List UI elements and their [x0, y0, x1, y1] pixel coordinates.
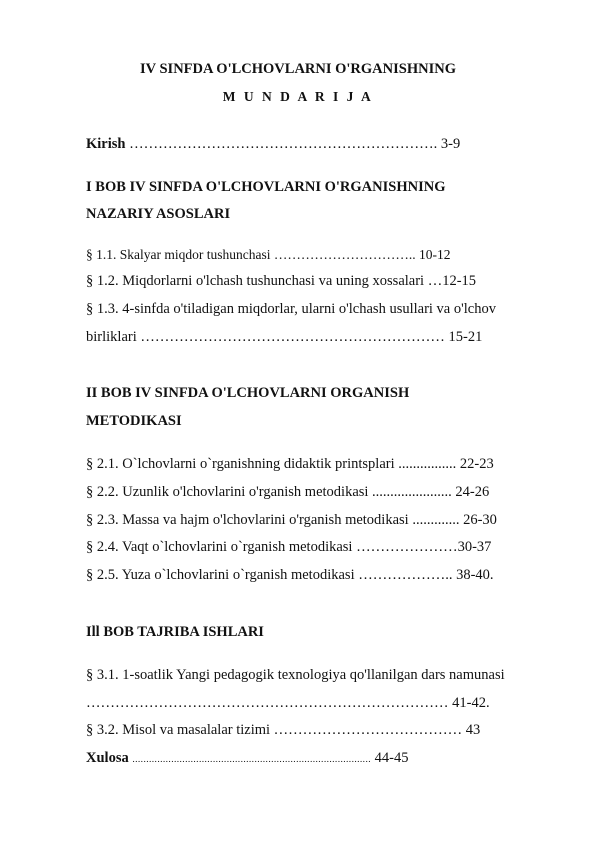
toc-entry-2-3: § 2.3. Massa va hajm o'lchovlarini o'rganish metodikasi ............. 26-30: [86, 512, 497, 528]
toc-entry-2-1: § 2.1. O`lchovlarni o`rganishning didaktik printsplari ................ 22-23: [86, 456, 494, 472]
toc-entry-2-4: § 2.4. Vaqt o`lchovlarini o`rganish metodikasi …………………30-37: [86, 539, 492, 555]
chapter2-title: II BOB IV SINFDA O'LCHOVLARNI ORGANISH: [86, 385, 410, 401]
toc-entry-2-2: § 2.2. Uzunlik o'lchovlarini o'rganish metodikasi ...................... 24-26: [86, 484, 490, 500]
toc-entry-3-1-cont: ………………………………………………………………… 41-42.: [86, 695, 490, 711]
chapter2-subtitle: METODIKASI: [86, 413, 182, 429]
chapter1-title: I BOB IV SINFDA O'LCHOVLARNI O'RGANISHNING: [86, 179, 446, 195]
toc-entry-conclusion: [86, 748, 408, 770]
intro-dots: ………………………………………………………. 3-9: [129, 136, 461, 152]
conclusion-label: Xulosa: [86, 750, 129, 766]
conclusion-pages: 44-45: [374, 750, 409, 766]
conclusion-dots: ......................................................................................: [132, 755, 371, 765]
intro-label: Kirish: [86, 136, 126, 152]
toc-entry-3-1: § 3.1. 1-soatlik Yangi pedagogik texnologiya qo'llanilgan dars namunasi: [86, 667, 505, 683]
chapter1-subtitle: NAZARIY ASOSLARI: [86, 206, 231, 222]
toc-entry-2-5: § 2.5. Yuza o`lchovlarini o`rganish metodikasi ……………….. 38-40.: [86, 567, 494, 583]
chapter3-title: Ill BOB TAJRIBA ISHLARI: [86, 624, 264, 640]
document-title: IV SINFDA O'LCHOVLARNI O'RGANISHNING: [140, 61, 456, 77]
toc-entry-1-2: § 1.2. Miqdorlarni o'lchash tushunchasi va uning xossalari …12-15: [86, 273, 477, 289]
toc-entry-1-3: § 1.3. 4-sinfda o'tiladigan miqdorlar, ularni o'lchash usullari va o'lchov: [86, 301, 496, 317]
toc-entry-1-1: § 1.1. Skalyar miqdor tushunchasi ………………………….. 10-12: [86, 247, 451, 262]
toc-entry-3-2: § 3.2. Misol va masalalar tizimi ………………………………… 43: [86, 722, 481, 738]
contents-heading: M U N D A R I J A: [222, 89, 374, 104]
toc-entry-1-3-cont: birliklari ……………………………………………………… 15-21: [86, 329, 483, 345]
toc-entry-intro: [86, 134, 460, 154]
